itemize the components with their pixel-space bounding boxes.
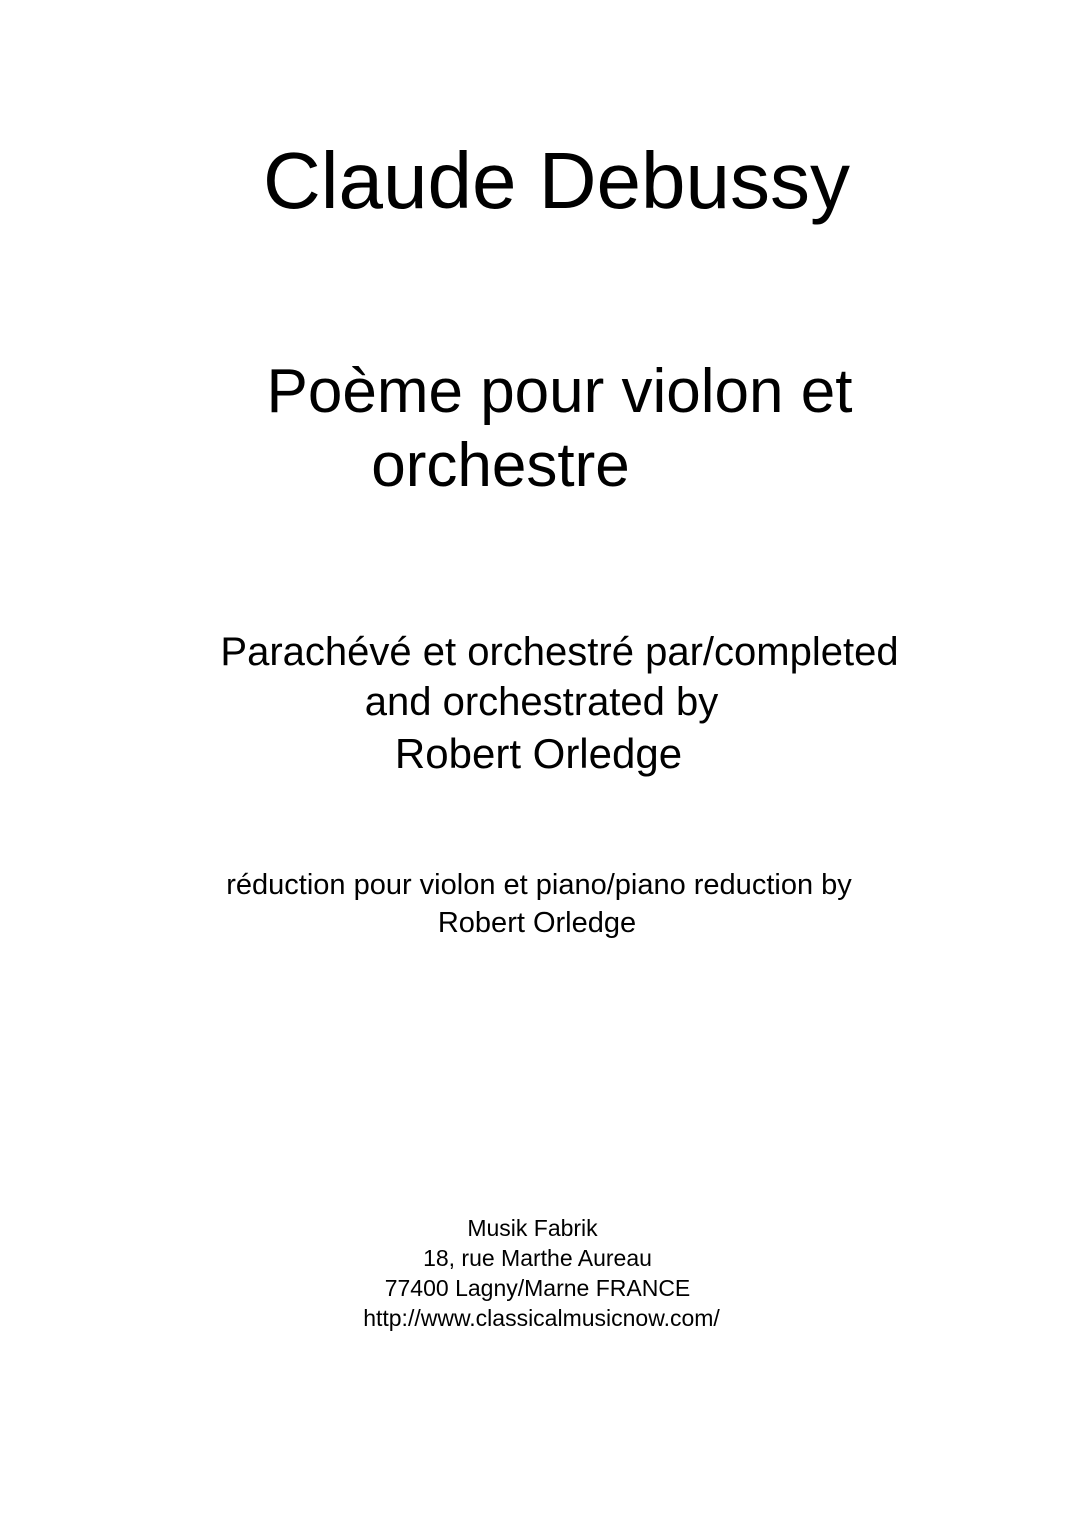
credits-line-2: and orchestrated by	[364, 680, 719, 724]
work-title-line-1: Poème pour violon et	[266, 357, 853, 426]
orchestrator-name: Robert Orledge	[394, 730, 683, 777]
publisher-info	[0, 1213, 1071, 1333]
work-title-line-2: orchestre	[371, 431, 630, 500]
work-title	[0, 355, 1071, 503]
publisher-street: 18, rue Marthe Aureau	[423, 1245, 652, 1271]
composer-name: Claude Debussy	[263, 136, 850, 225]
reduction-line-1: réduction pour violon et piano/piano reduction by	[226, 869, 852, 901]
reduction-arranger-name: Robert Orledge	[437, 907, 637, 939]
publisher-name: Musik Fabrik	[467, 1215, 598, 1241]
orchestration-credits	[0, 627, 1071, 781]
credits-line-1: Parachévé et orchestré par/completed	[220, 630, 899, 674]
publisher-city: 77400 Lagny/Marne FRANCE	[384, 1275, 691, 1301]
piano-reduction-credits	[0, 866, 1071, 942]
publisher-url: http://www.classicalmusicnow.com/	[363, 1305, 720, 1331]
